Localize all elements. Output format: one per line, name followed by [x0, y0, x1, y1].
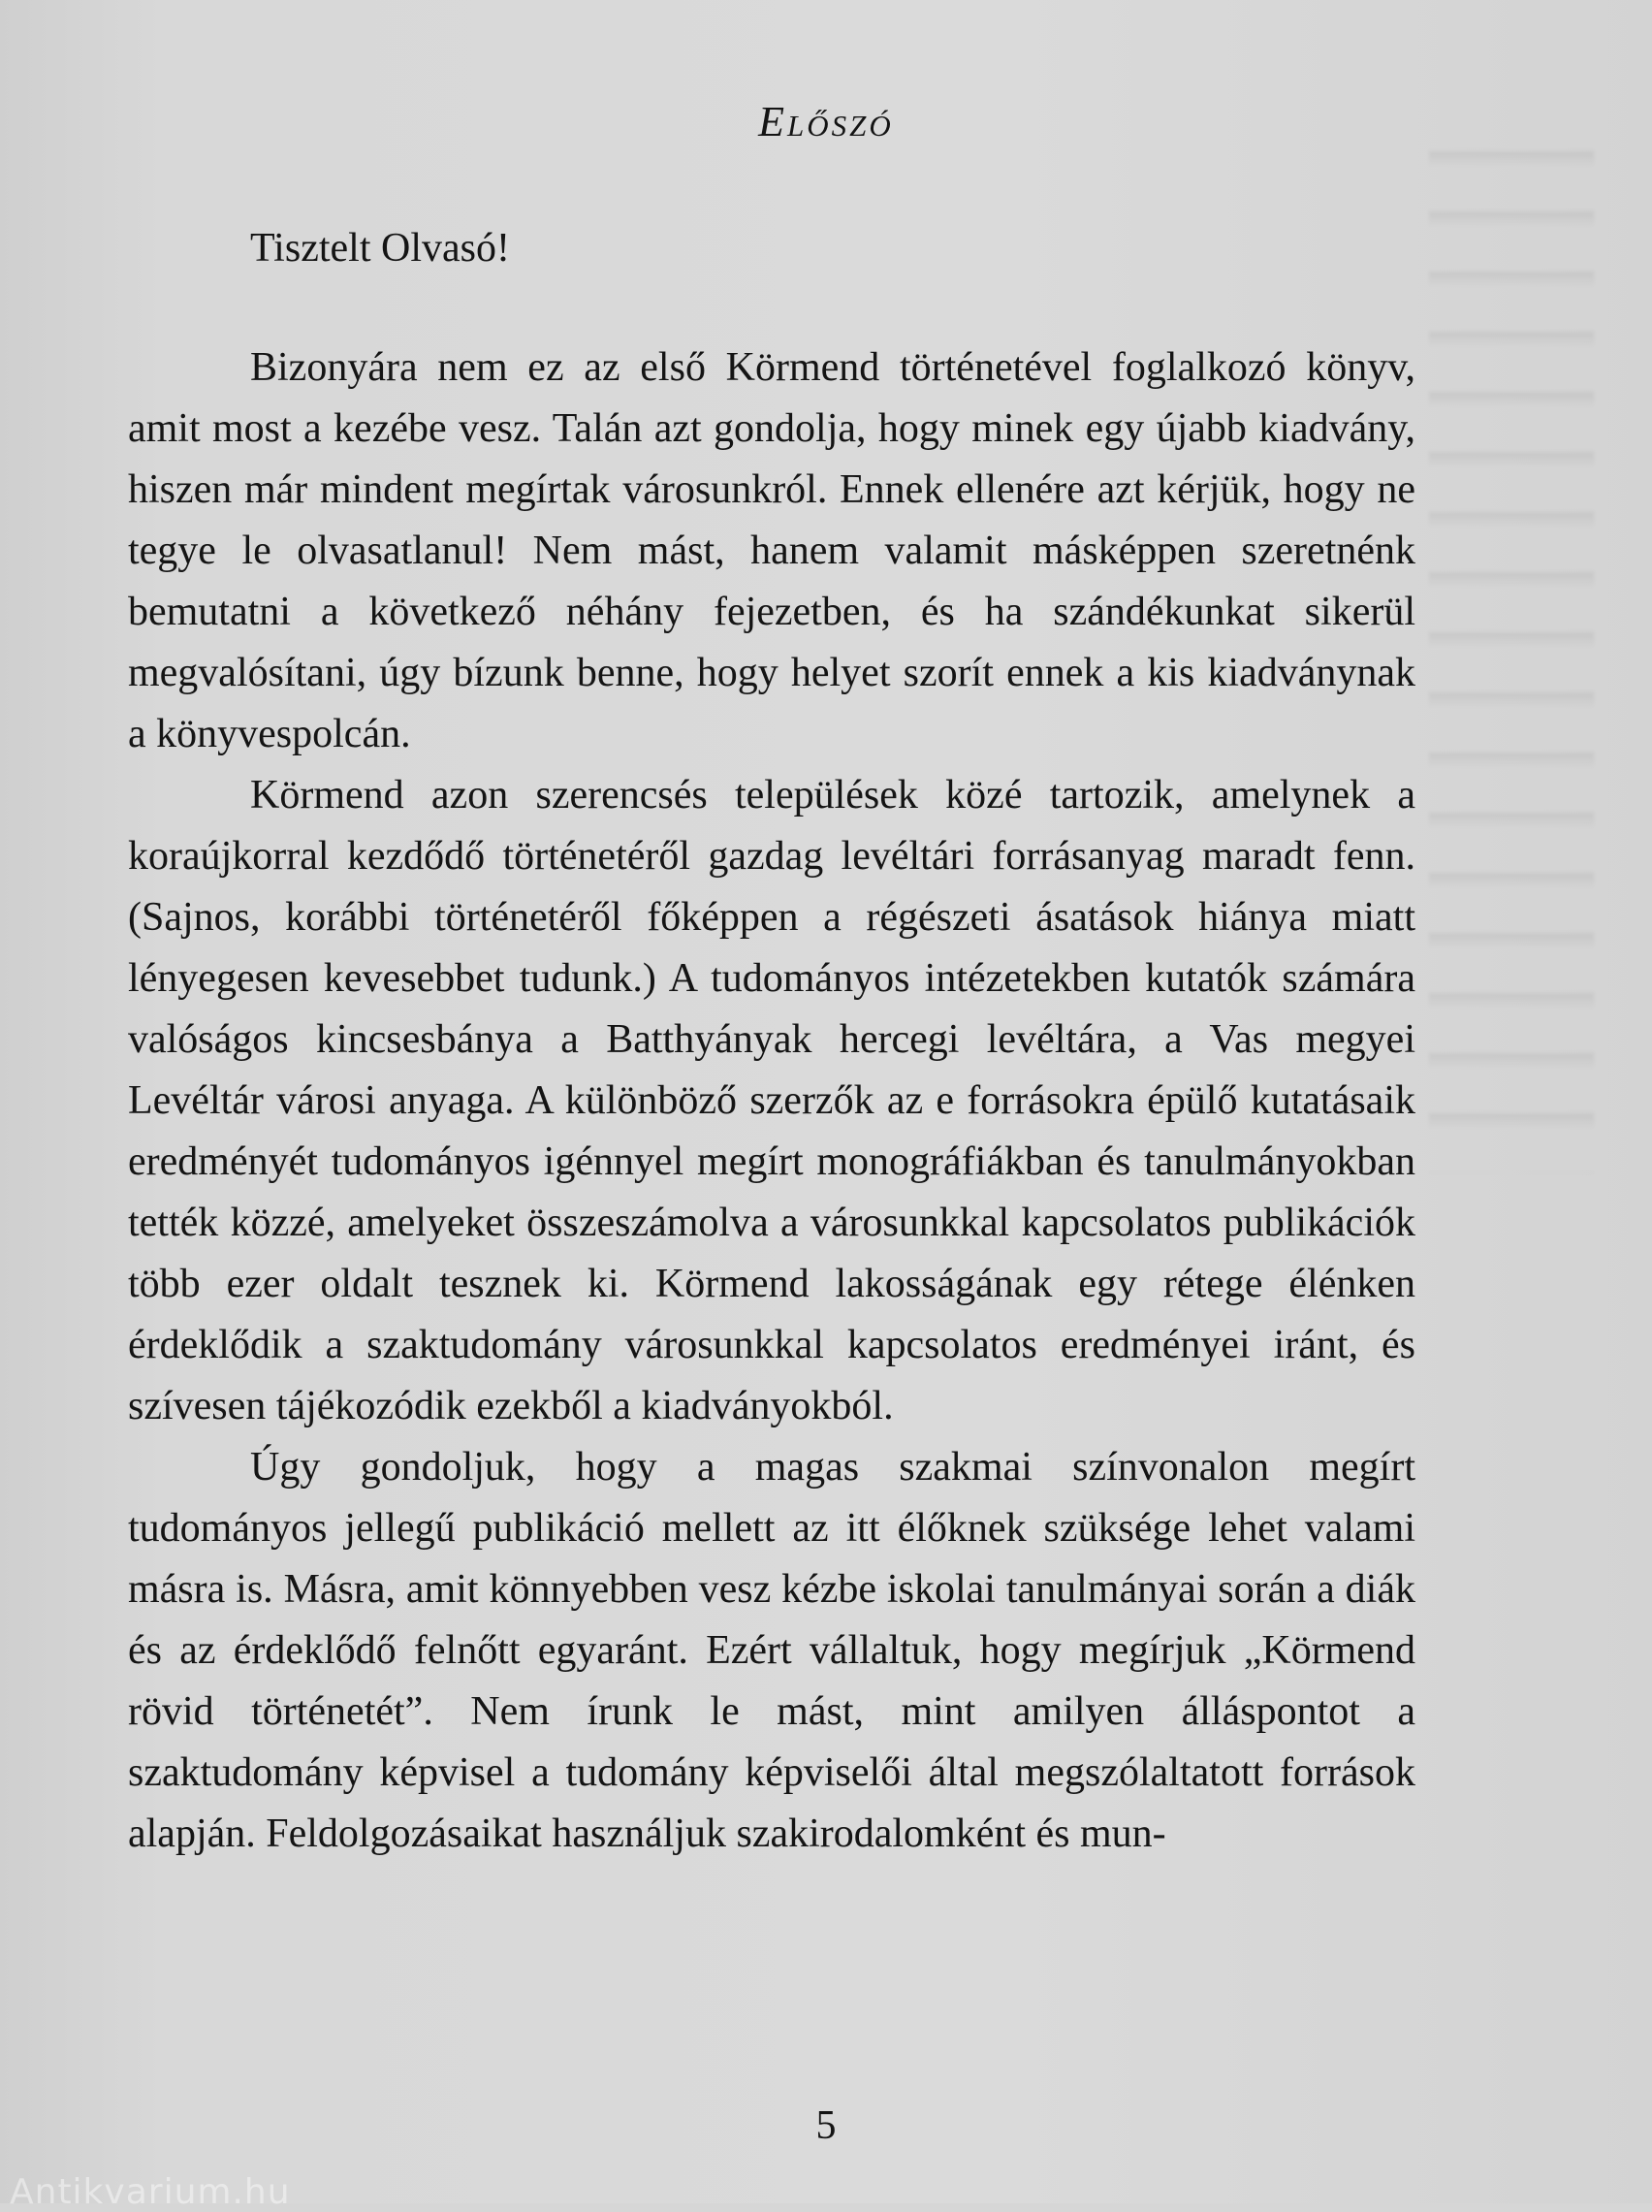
paragraph-3: Úgy gondoljuk, hogy a magas szakmai színvonalon megírt tudományos jellegű publikáció mellett az itt élőknek szüksége lehet valami másra is. Másra, amit könnyebben vesz kézbe iskolai tanulmányai során a diák és az érdeklődő felnőtt egyaránt. Ezért vállaltuk, hogy megírjuk „Körmend rövid történetét”. Nem írunk le mást, mint amilyen álláspontot a szaktudomány képvisel a tudomány képviselői által megszólaltatott források alapján. Feldolgozásaikat használjuk szakirodalomként és mun-	[128, 1445, 1415, 1856]
paragraph-1: Bizonyára nem ez az első Körmend történetével foglalkozó könyv, amit most a kezébe vesz. Talán azt gondolja, hogy minek egy újabb kiadvány, hiszen már mindent megírtak városunkról. Ennek ellenére azt kérjük, hogy ne tegye le olvasatlanul! Nem mást, hanem valamit másképpen szeretnénk bemutatni a következő néhány fejezetben, és ha szándékunkat sikerül megvalósítani, úgy bízunk benne, hogy helyet szorít ennek a kis kiadványnak a könyvespolcán.	[128, 345, 1415, 756]
page-title: Előszó	[758, 98, 894, 145]
show-through-text	[1429, 107, 1594, 1173]
watermark: Antikvarium.hu	[10, 2172, 291, 2212]
salutation: Tisztelt Olvasó!	[250, 226, 510, 271]
body-text	[128, 337, 1415, 1865]
paragraph-2: Körmend azon szerencsés települések közé tartozik, amelynek a koraújkorral kezdődő történetéről gazdag levéltári forrásanyag maradt fenn. (Sajnos, korábbi történetéről főképpen a régészeti ásatások hiánya miatt lényegesen kevesebbet tudunk.) A tudományos intézetekben kutatók számára valóságos kincsesbánya a Batthyányak hercegi levéltára, a Vas megyei Levéltár városi anyaga. A különböző szerzők az e forrásokra épülő kutatásaik eredményét tudományos igénnyel megírt monográfiákban és tanulmányokban tették közzé, amelyeket összeszámolva a városunkkal kapcsolatos publikációk több ezer oldalt tesznek ki. Körmend lakosságának egy rétege élénken érdeklődik a szaktudomány városunkkal kapcsolatos eredményei iránt, és szívesen tájékozódik ezekből a kiadványokból.	[128, 773, 1415, 1428]
page-number: 5	[815, 2103, 837, 2148]
